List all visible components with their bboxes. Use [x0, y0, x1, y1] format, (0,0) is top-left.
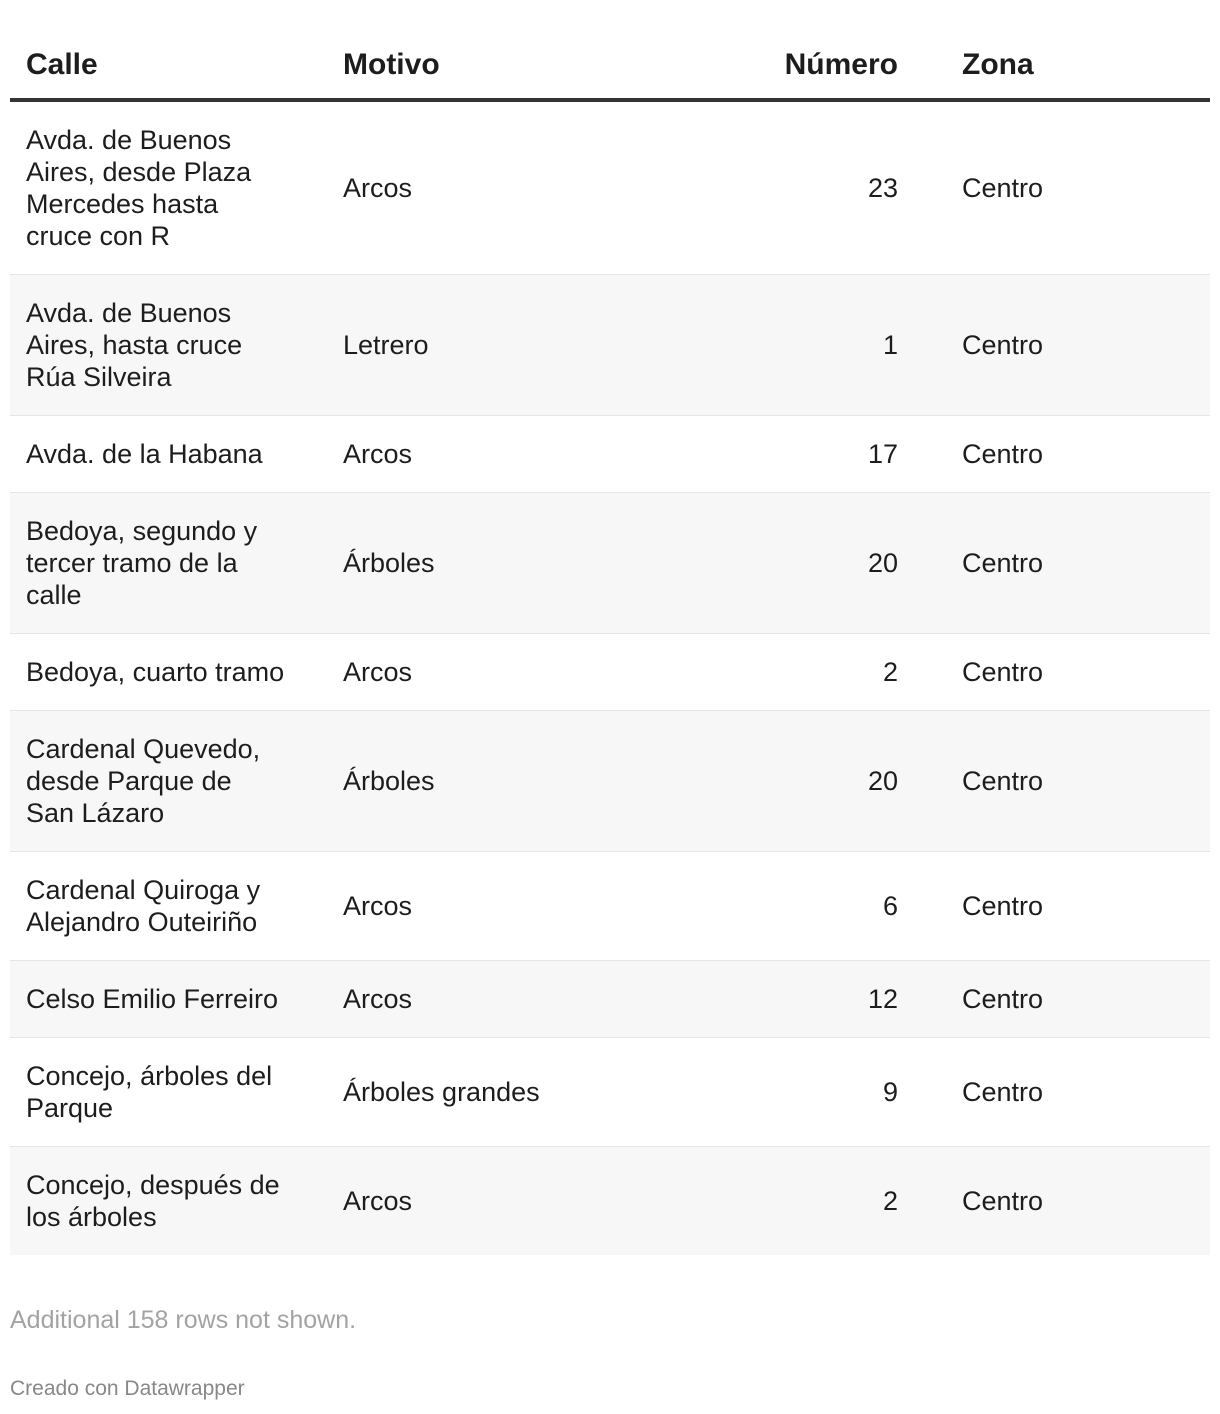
cell-motivo: Arcos	[327, 634, 677, 711]
cell-numero: 1	[677, 275, 912, 416]
cell-motivo: Letrero	[327, 275, 677, 416]
table-row	[10, 1147, 1210, 1256]
cell-calle: Avda. de Buenos Aires, desde Plaza Mercedes hasta cruce con R	[10, 100, 327, 275]
cell-motivo: Arcos	[327, 961, 677, 1038]
cell-numero: 2	[677, 634, 912, 711]
cell-calle: Celso Emilio Ferreiro	[10, 961, 327, 1038]
cell-zona: Centro	[912, 275, 1210, 416]
cell-zona: Centro	[912, 852, 1210, 961]
cell-numero: 17	[677, 416, 912, 493]
column-header-zona[interactable]: Zona	[912, 30, 1210, 100]
table-row	[10, 852, 1210, 961]
cell-zona: Centro	[912, 416, 1210, 493]
column-header-motivo[interactable]: Motivo	[327, 30, 677, 100]
cell-calle: Avda. de la Habana	[10, 416, 327, 493]
cell-zona: Centro	[912, 100, 1210, 275]
cell-zona: Centro	[912, 634, 1210, 711]
header-row	[10, 30, 1210, 100]
cell-numero: 23	[677, 100, 912, 275]
column-header-calle[interactable]: Calle	[10, 30, 327, 100]
cell-zona: Centro	[912, 961, 1210, 1038]
cell-zona: Centro	[912, 711, 1210, 852]
table-row	[10, 275, 1210, 416]
data-table-container	[10, 30, 1210, 1255]
table-row	[10, 493, 1210, 634]
cell-motivo: Árboles	[327, 711, 677, 852]
cell-zona: Centro	[912, 1038, 1210, 1147]
cell-motivo: Arcos	[327, 852, 677, 961]
cell-zona: Centro	[912, 1147, 1210, 1256]
cell-numero: 20	[677, 711, 912, 852]
cell-motivo: Árboles	[327, 493, 677, 634]
cell-zona: Centro	[912, 493, 1210, 634]
cell-numero: 2	[677, 1147, 912, 1256]
table-row	[10, 961, 1210, 1038]
data-table	[10, 30, 1210, 1255]
cell-calle: Cardenal Quiroga y Alejandro Outeiriño	[10, 852, 327, 961]
table-header	[10, 30, 1210, 100]
cell-numero: 6	[677, 852, 912, 961]
table-body	[10, 100, 1210, 1255]
cell-calle: Concejo, después de los árboles	[10, 1147, 327, 1256]
datawrapper-credit-link[interactable]: Creado con Datawrapper	[10, 1377, 245, 1400]
cell-numero: 20	[677, 493, 912, 634]
table-row	[10, 100, 1210, 275]
cell-motivo: Árboles grandes	[327, 1038, 677, 1147]
cell-motivo: Arcos	[327, 1147, 677, 1256]
cell-motivo: Arcos	[327, 100, 677, 275]
cell-numero: 12	[677, 961, 912, 1038]
table-row	[10, 711, 1210, 852]
cell-calle: Bedoya, segundo y tercer tramo de la calle	[10, 493, 327, 634]
table-row	[10, 1038, 1210, 1147]
cell-calle: Avda. de Buenos Aires, hasta cruce Rúa Silveira	[10, 275, 327, 416]
cell-numero: 9	[677, 1038, 912, 1147]
table-row	[10, 416, 1210, 493]
column-header-numero[interactable]: Número	[677, 30, 912, 100]
cell-calle: Cardenal Quevedo, desde Parque de San Lázaro	[10, 711, 327, 852]
table-notes: Additional 158 rows not shown.	[10, 1306, 357, 1334]
cell-motivo: Arcos	[327, 416, 677, 493]
table-row	[10, 634, 1210, 711]
cell-calle: Concejo, árboles del Parque	[10, 1038, 327, 1147]
cell-calle: Bedoya, cuarto tramo	[10, 634, 327, 711]
